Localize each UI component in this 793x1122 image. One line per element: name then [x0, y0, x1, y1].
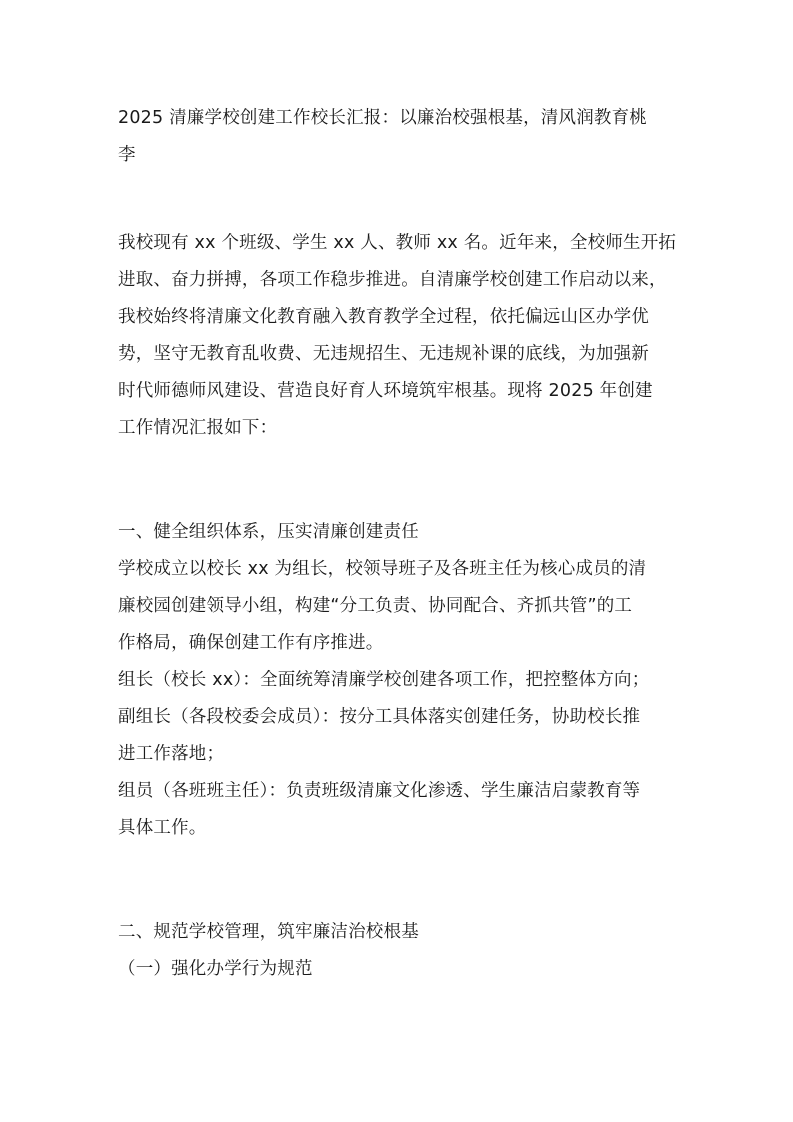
document-title-line-2: 李 — [118, 145, 136, 165]
section1-body-line-8: 具体工作。 — [118, 818, 207, 838]
intro-line-6: 工作情况汇报如下： — [118, 418, 278, 438]
section1-heading: 一、健全组织体系，压实清廉创建责任 — [118, 522, 419, 542]
intro-line-3: 我校始终将清廉文化教育融入教育教学全过程，依托偏远山区办学优 — [118, 307, 649, 327]
section1-body-line-1: 学校成立以校长 xx 为组长，校领导班子及各班主任为核心成员的清 — [118, 559, 647, 579]
intro-line-4: 势，坚守无教育乱收费、无违规招生、无违规补课的底线，为加强新 — [118, 344, 649, 364]
section1-body-line-6: 进工作落地； — [118, 744, 225, 764]
section1-body-line-5: 副组长（各段校委会成员）：按分工具体落实创建任务，协助校长推 — [118, 707, 641, 727]
section1-body-line-3: 作格局，确保创建工作有序推进。 — [118, 633, 384, 653]
section2-heading: 二、规范学校管理，筑牢廉洁治校根基 — [118, 922, 419, 942]
section1-body-line-7: 组员（各班班主任）：负责班级清廉文化渗透、学生廉洁启蒙教育等 — [118, 781, 641, 801]
document-title-line-1: 2025 清廉学校创建工作校长汇报：以廉治校强根基，清风润教育桃 — [118, 108, 647, 128]
section2-subheading: （一）强化办学行为规范 — [118, 959, 313, 979]
section1-body-line-4: 组长（校长 xx）：全面统筹清廉学校创建各项工作，把控整体方向； — [118, 670, 650, 690]
intro-line-2: 进取、奋力拼搏，各项工作稳步推进。自清廉学校创建工作启动以来， — [118, 270, 667, 290]
section1-body-line-2: 廉校园创建领导小组，构建“分工负责、协同配合、齐抓共管”的工 — [118, 596, 633, 616]
intro-line-5: 时代师德师风建设、营造良好育人环境筑牢根基。现将 2025 年创建 — [118, 381, 653, 401]
intro-line-1: 我校现有 xx 个班级、学生 xx 人、教师 xx 名。近年来，全校师生开拓 — [118, 233, 677, 253]
